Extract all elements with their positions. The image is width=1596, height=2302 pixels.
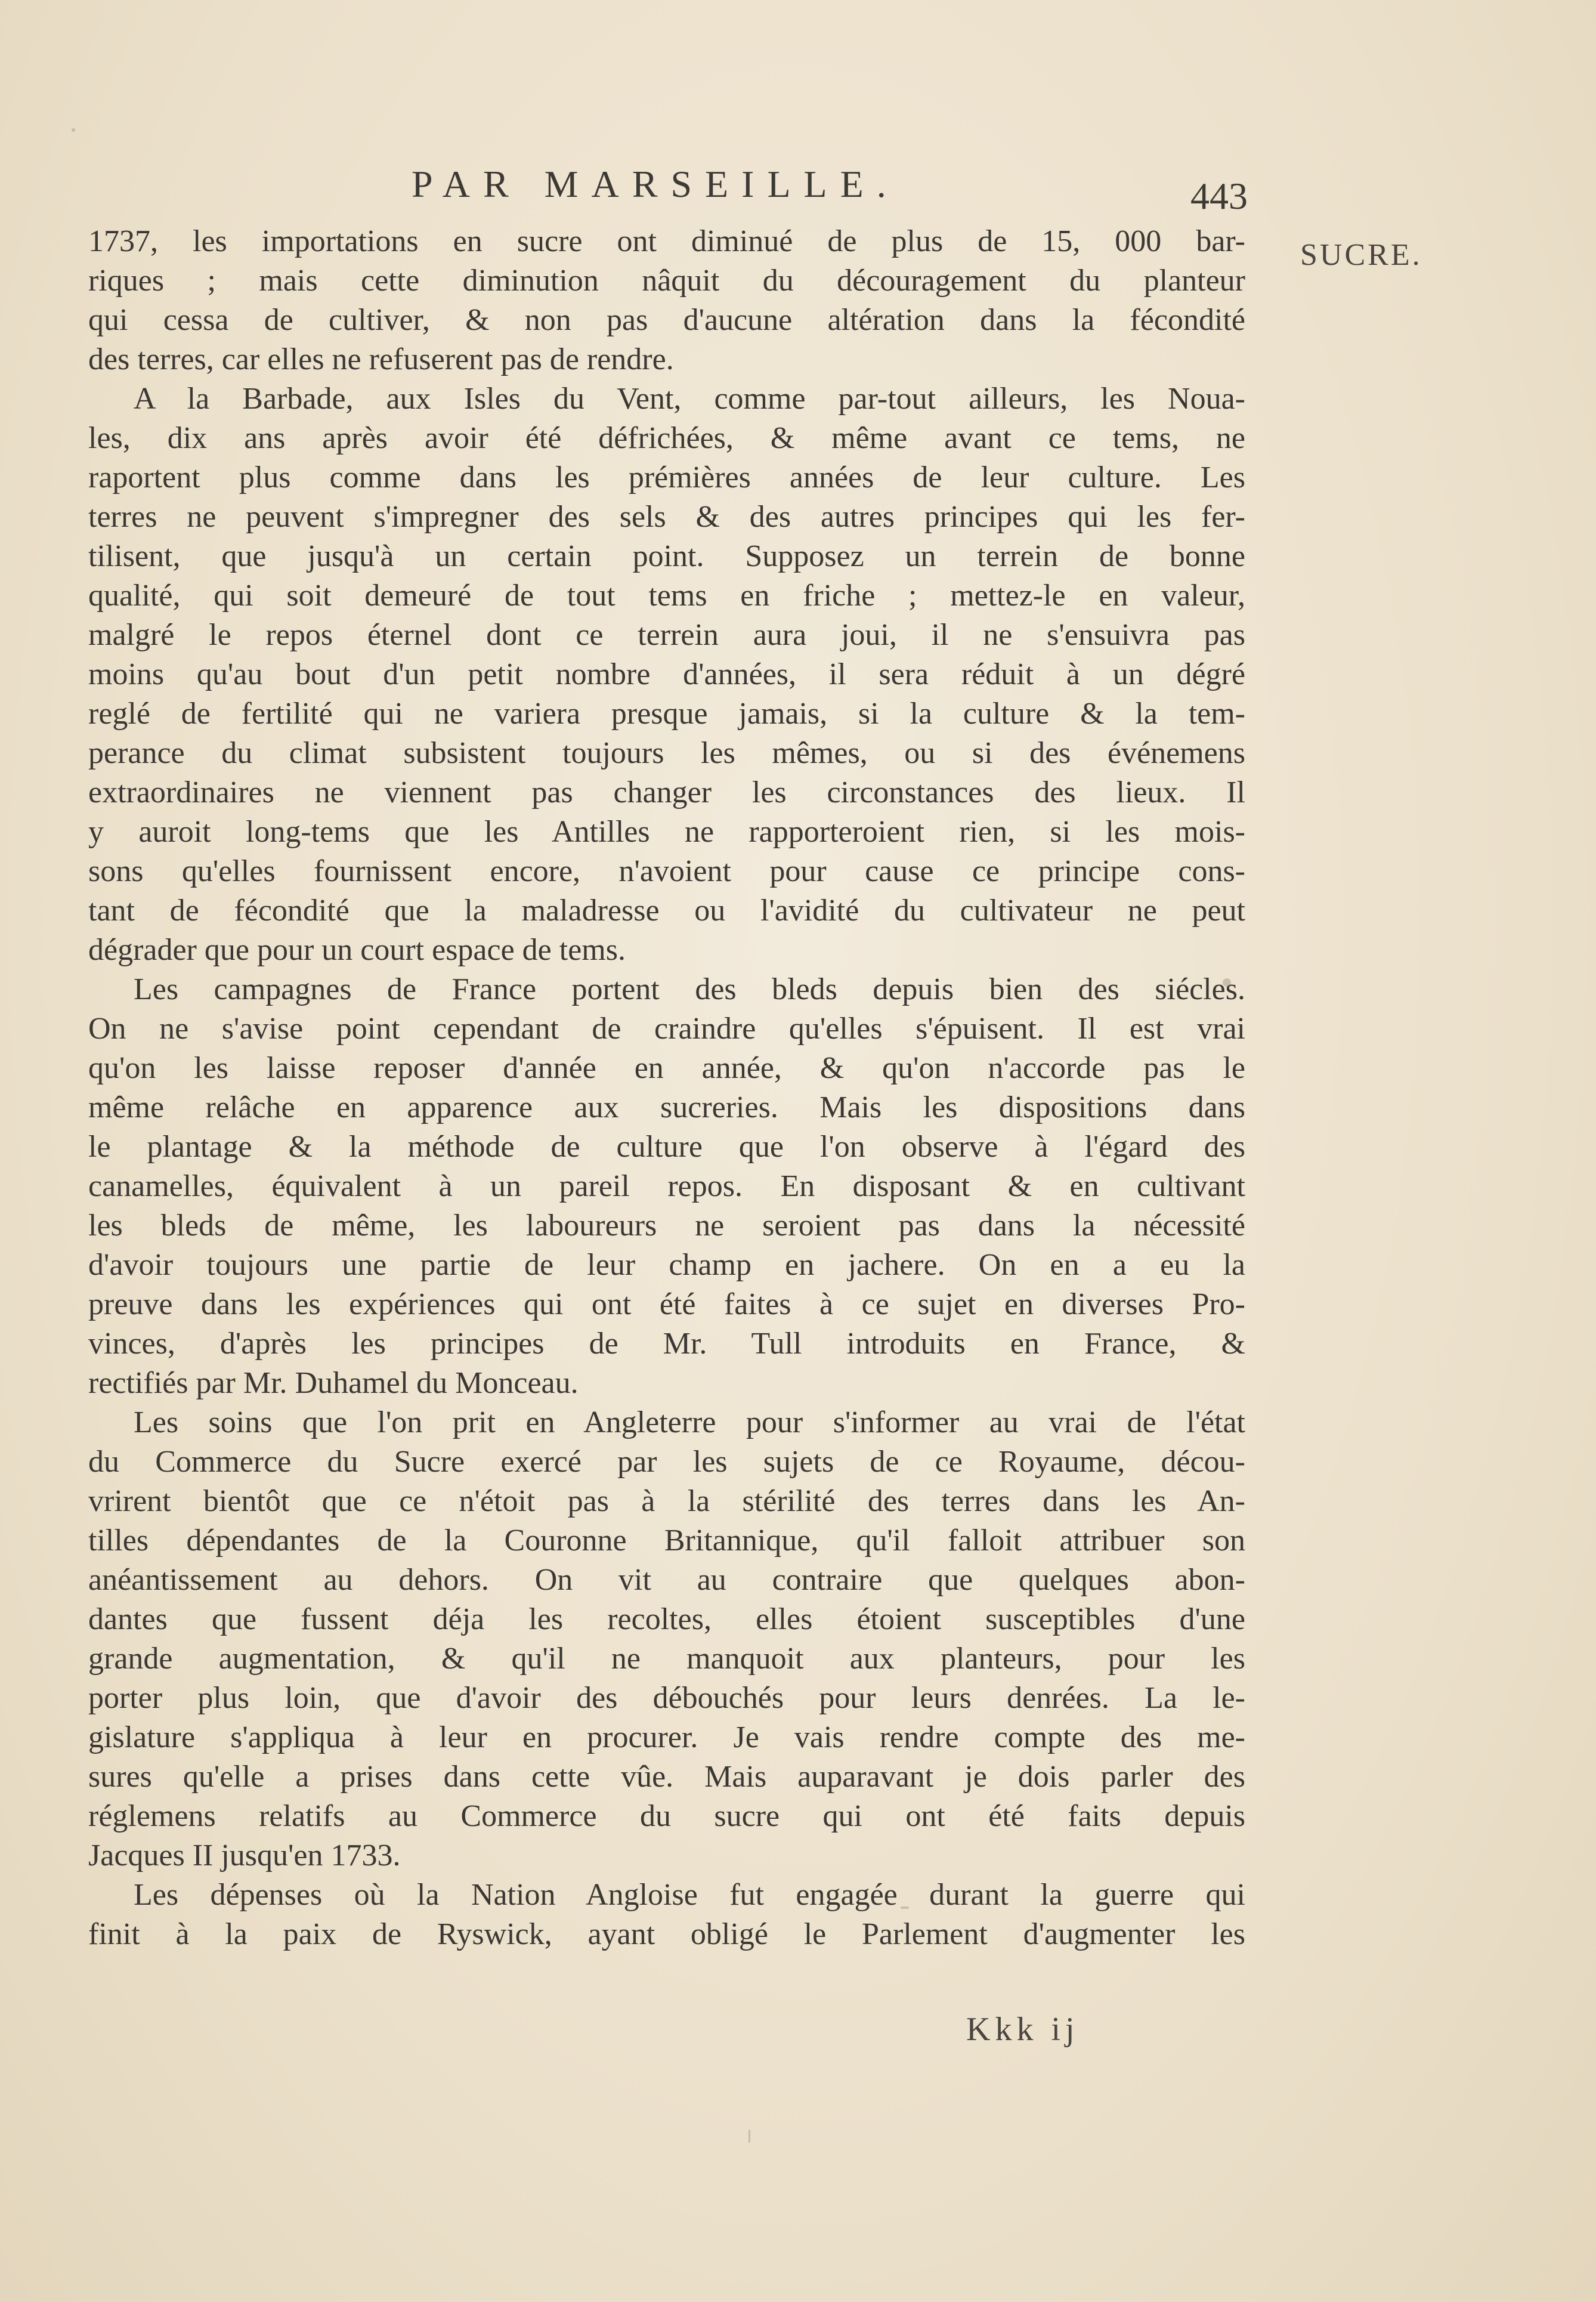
paper-speck xyxy=(748,2130,750,2143)
text-line: terres ne peuvent s'impregner des sels & des autres principes qui les fer- xyxy=(88,500,1245,534)
text-line: vrirent bientôt que ce n'étoit pas à la stérilité des terres dans les An- xyxy=(88,1484,1245,1518)
text-line: grande augmentation, & qu'il ne manquoit aux planteurs, pour les xyxy=(88,1642,1245,1676)
text-line: raportent plus comme dans les prémières années de leur culture. Les xyxy=(88,461,1245,495)
text-line: dantes que fussent déja les recoltes, elles étoient susceptibles d'une xyxy=(88,1602,1245,1636)
text-line: vinces, d'après les principes de Mr. Tull introduits en France, & xyxy=(88,1327,1245,1361)
text-line: rectifiés par Mr. Duhamel du Monceau. xyxy=(88,1366,579,1400)
text-line: canamelles, équivalent à un pareil repos. En disposant & en cultivant xyxy=(88,1169,1245,1203)
text-line: dégrader que pour un court espace de tems. xyxy=(88,933,626,967)
text-line: qualité, qui soit demeuré de tout tems en friche ; mettez-le en valeur, xyxy=(88,579,1245,613)
text-line: même relâche en apparence aux sucreries. Mais les dispositions dans xyxy=(88,1090,1245,1124)
text-line: riques ; mais cette diminution nâquit du découragement du planteur xyxy=(88,264,1245,298)
text-line: moins qu'au bout d'un petit nombre d'années, il sera réduit à un dégré xyxy=(88,657,1245,691)
page-number: 443 xyxy=(1190,175,1248,217)
text-line: les, dix ans après avoir été défrichées, & même avant ce tems, ne xyxy=(88,421,1245,455)
body-text xyxy=(88,222,1245,1954)
running-head: PAR MARSEILLE. xyxy=(412,163,899,205)
text-line: Les campagnes de France portent des bleds depuis bien des siécles. xyxy=(134,972,1245,1006)
text-line: perance du climat subsistent toujours les mêmes, ou si des événemens xyxy=(88,736,1245,770)
text-line: les bleds de même, les laboureurs ne seroient pas dans la nécessité xyxy=(88,1209,1245,1243)
text-line: tilles dépendantes de la Couronne Britannique, qu'il falloit attribuer son xyxy=(88,1524,1245,1558)
text-line: gislature s'appliqua à leur en procurer. Je vais rendre compte des me- xyxy=(88,1720,1245,1754)
text-line: le plantage & la méthode de culture que l'on observe à l'égard des xyxy=(88,1130,1245,1164)
paper-speck xyxy=(72,128,75,132)
text-line: tant de fécondité que la maladresse ou l'avidité du cultivateur ne peut xyxy=(88,894,1245,928)
text-line: reglé de fertilité qui ne variera presque jamais, si la culture & la tem- xyxy=(88,697,1245,731)
text-line: Les dépenses où la Nation Angloise fut engagée durant la guerre qui xyxy=(134,1878,1245,1912)
text-line: On ne s'avise point cependant de craindre qu'elles s'épuisent. Il est vrai xyxy=(88,1012,1245,1046)
signature-mark: Kkk ij xyxy=(966,2011,1080,2048)
text-line: Les soins que l'on prit en Angleterre pour s'informer au vrai de l'état xyxy=(134,1405,1245,1439)
text-line: A la Barbade, aux Isles du Vent, comme par-tout ailleurs, les Noua- xyxy=(134,382,1245,416)
text-line: sons qu'elles fournissent encore, n'avoient pour cause ce principe cons- xyxy=(88,854,1245,888)
paper-speck xyxy=(1223,978,1231,987)
text-line: du Commerce du Sucre exercé par les sujets de ce Royaume, décou- xyxy=(88,1445,1245,1479)
text-line: extraordinaires ne viennent pas changer les circonstances des lieux. Il xyxy=(88,775,1245,809)
paper-speck xyxy=(901,1907,909,1909)
text-line: y auroit long-tems que les Antilles ne rapporteroient rien, si les mois- xyxy=(88,815,1245,849)
text-line: sures qu'elle a prises dans cette vûe. Mais auparavant je dois parler des xyxy=(88,1760,1245,1794)
text-line: 1737, les importations en sucre ont diminué de plus de 15, 000 bar- xyxy=(88,224,1245,258)
margin-note: SUCRE. xyxy=(1300,238,1422,272)
text-line: Jacques II jusqu'en 1733. xyxy=(88,1838,401,1873)
text-line: des terres, car elles ne refuserent pas de rendre. xyxy=(88,342,674,376)
text-line: réglemens relatifs au Commerce du sucre qui ont été faits depuis xyxy=(88,1799,1245,1833)
text-line: anéantissement au dehors. On vit au contraire que quelques abon- xyxy=(88,1563,1245,1597)
text-line: malgré le repos éternel dont ce terrein aura joui, il ne s'ensuivra pas xyxy=(88,618,1245,652)
text-line: preuve dans les expériences qui ont été faites à ce sujet en diverses Pro- xyxy=(88,1287,1245,1321)
text-line: d'avoir toujours une partie de leur champ en jachere. On en a eu la xyxy=(88,1248,1245,1282)
text-line: tilisent, que jusqu'à un certain point. Supposez un terrein de bonne xyxy=(88,539,1245,573)
text-line: porter plus loin, que d'avoir des débouchés pour leurs denrées. La le- xyxy=(88,1681,1245,1715)
text-line: finit à la paix de Ryswick, ayant obligé le Parlement d'augmenter les xyxy=(88,1917,1245,1951)
text-line: qui cessa de cultiver, & non pas d'aucune altération dans la fécondité xyxy=(88,303,1245,337)
text-line: qu'on les laisse reposer d'année en année, & qu'on n'accorde pas le xyxy=(88,1051,1245,1085)
